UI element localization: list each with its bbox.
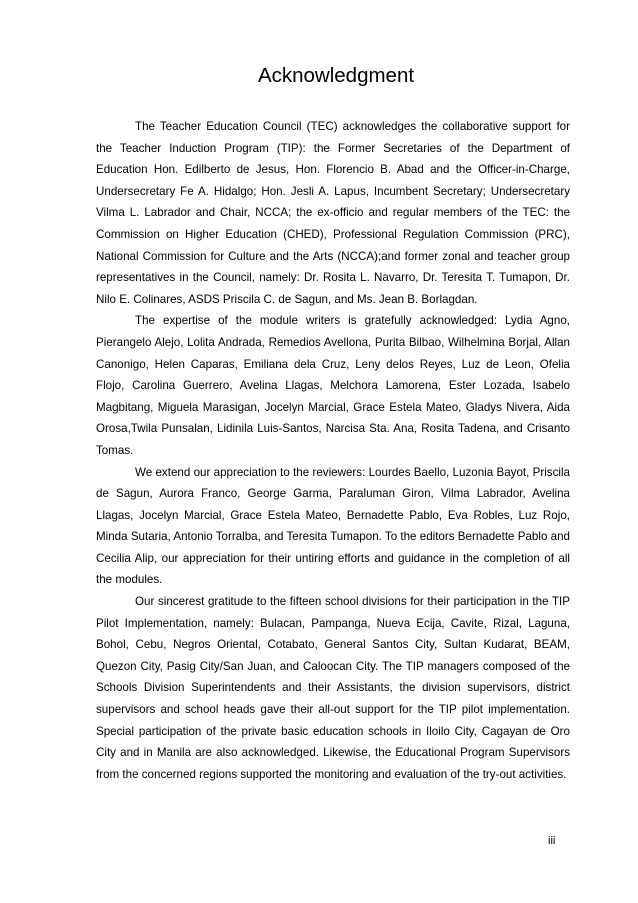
paragraph-school-divisions: Our sincerest gratitude to the fifteen school divisions for their participation in the TIP Pilot Implementation, namely: Bulacan, Pampanga, Nueva Ecija, Cavite, Rizal, Laguna, Bohol, Cebu, Negros Oriental, Cotabato, General Santos City, Sultan Kudarat, BEAM, Quezon City, Pasig City/San Juan, and Caloocan City. The TIP managers composed of the Schools Division Superintendents and their Assistants, the division supervisors, district supervisors and school heads gave their all-out support for the TIP pilot implementation. Special participation of the private basic education schools in Iloilo City, Cagayan de Oro City and in Manila are also acknowledged. Likewise, the Educational Program Supervisors from the concerned regions supported the monitoring and evaluation of the try-out activities. — [96, 595, 570, 781]
acknowledgment-body — [96, 116, 570, 785]
paragraph-module-writers: The expertise of the module writers is gratefully acknowledged: Lydia Agno, Pierangelo Alejo, Lolita Andrada, Remedios Avellona, Purita Bilbao, Wilhelmina Borjal, Allan Canonigo, Helen Caparas, Emiliana dela Cruz, Leny delos Reyes, Luz de Leon, Ofelia Flojo, Carolina Guerrero, Avelina Llagas, Melchora Lamorena, Ester Lozada, Isabelo Magbitang, Miguela Marasigan, Jocelyn Marcial, Grace Estela Mateo, Gladys Nivera, Aida Orosa,Twila Punsalan, Lidinila Luis-Santos, Narcisa Sta. Ana, Rosita Tadena, and Crisanto Tomas. — [96, 314, 570, 457]
paragraph-reviewers: We extend our appreciation to the reviewers: Lourdes Baello, Luzonia Bayot, Priscila de Sagun, Aurora Franco, George Garma, Paraluman Giron, Vilma Labrador, Avelina Llagas, Jocelyn Marcial, Grace Estela Mateo, Bernadette Pablo, Eva Robles, Luz Rojo, Minda Sutaria, Antonio Torralba, and Teresita Tumapon. To the editors Bernadette Pablo and Cecilia Alip, our appreciation for their untiring efforts and guidance in the completion of all the modules. — [96, 465, 570, 587]
paragraph-council-support: The Teacher Education Council (TEC) acknowledges the collaborative support for the Teacher Induction Program (TIP): the Former Secretaries of the Department of Education Hon. Edilberto de Jesus, Hon. Florencio B. Abad and the Officer-in-Charge, Undersecretary Fe A. Hidalgo; Hon. Jesli A. Lapus, Incumbent Secretary; Undersecretary Vilma L. Labrador and Chair, NCCA; the ex-officio and regular members of the TEC: the Commission on Higher Education (CHED), Professional Regulation Commission (PRC), National Commission for Culture and the Arts (NCCA);and former zonal and teacher group representatives in the Council, namely: Dr. Rosita L. Navarro, Dr. Teresita T. Tumapon, Dr. Nilo E. Colinares, ASDS Priscila C. de Sagun, and Ms. Jean B. Borlagdan. — [96, 120, 570, 306]
page-title: Acknowledgment — [257, 64, 415, 87]
page-number: iii — [548, 835, 556, 847]
